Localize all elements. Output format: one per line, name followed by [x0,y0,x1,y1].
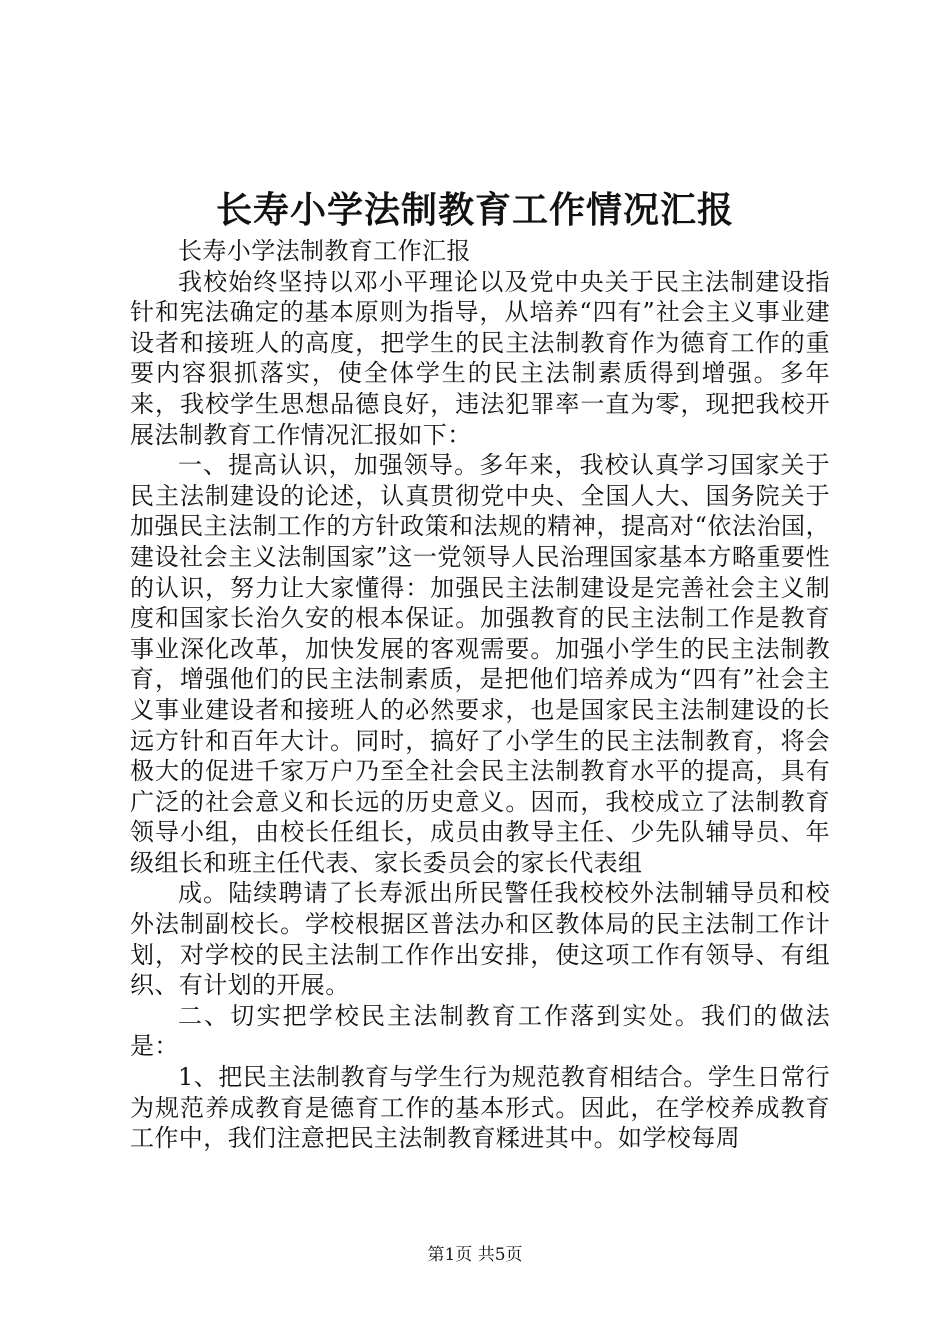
paragraph-section-1: 一、提高认识，加强领导。多年来，我校认真学习国家关于民主法制建设的论述，认真贯彻党中央、全国人大、国务院关于加强民主法制工作的方针政策和法规的精神，提高对“依法治国，建设社会主义法制国家”这一党领导人民治理国家基本方略重要性的认识，努力让大家懂得：加强民主法制建设是完善社会主义制度和国家长治久安的根本保证。加强教育的民主法制工作是教育事业深化改革，加快发展的客观需要。加强小学生的民主法制教育，增强他们的民主法制素质，是把他们培养成为“四有”社会主义事业建设者和接班人的必然要求，也是国家民主法制建设的长远方针和百年大计。同时，搞好了小学生的民主法制教育，将会极大的促进千家万户乃至全社会民主法制教育水平的提高，具有广泛的社会意义和长远的历史意义。因而，我校成立了法制教育领导小组，由校长任组长，成员由教导主任、少先队辅导员、年级组长和班主任代表、家长委员会的家长代表组 [130,451,830,877]
document-body [130,236,830,1154]
paragraph-section-1-continued: 成。陆续聘请了长寿派出所民警任我校校外法制辅导员和校外法制副校长。学校根据区普法办和区教体局的民主法制工作计划，对学校的民主法制工作作出安排，使这项工作有领导、有组织、有计划的开展。 [130,879,830,1000]
paragraph-section-2: 二、切实把学校民主法制教育工作落到实处。我们的做法是： [130,1001,830,1061]
document-title: 长寿小学法制教育工作情况汇报 [215,189,734,231]
paragraph-intro: 我校始终坚持以邓小平理论以及党中央关于民主法制建设指针和宪法确定的基本原则为指导，从培养“四有”社会主义事业建设者和接班人的高度，把学生的民主法制教育作为德育工作的重要内容狠抓落实，使全体学生的民主法制素质得到增强。多年来，我校学生思想品德良好，违法犯罪率一直为零，现把我校开展法制教育工作情况汇报如下： [130,267,830,449]
paragraph-item-1: 1、把民主法制教育与学生行为规范教育相结合。学生日常行为规范养成教育是德育工作的基本形式。因此，在学校养成教育工作中，我们注意把民主法制教育糅进其中。如学校每周 [130,1063,830,1153]
page-footer: 第1页 共5页 [427,1245,523,1265]
document-subtitle: 长寿小学法制教育工作汇报 [178,237,471,265]
